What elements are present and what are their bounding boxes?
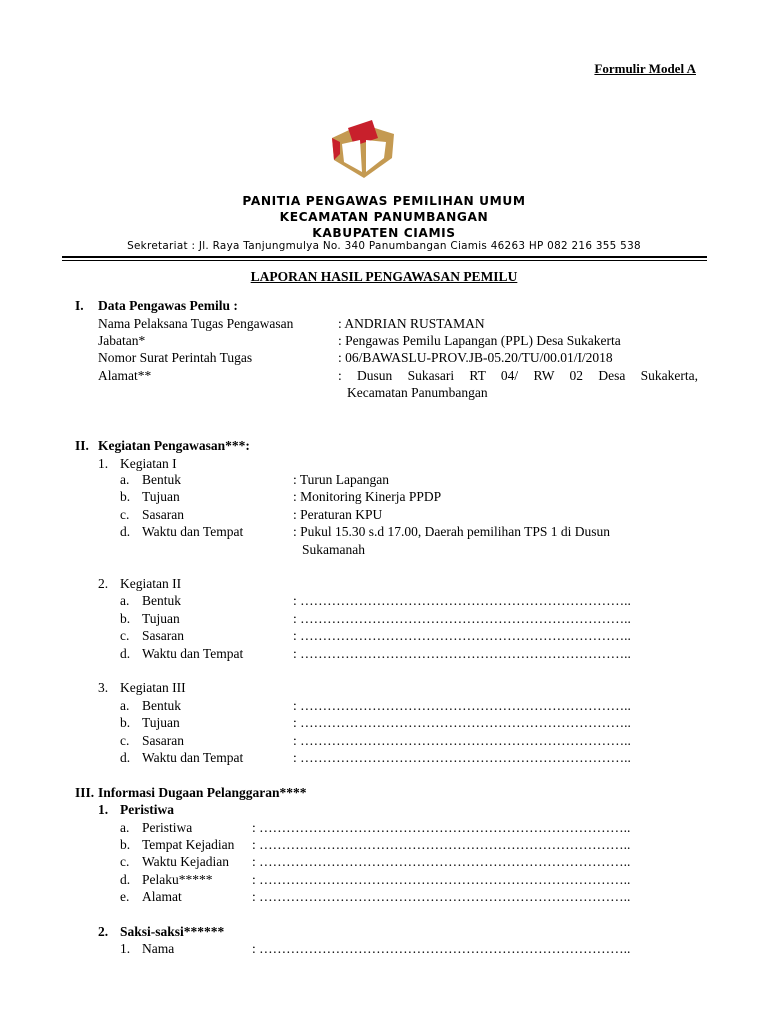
incident-item-letter: e. xyxy=(120,889,130,904)
section1-value-jabatan: : Pengawas Pemilu Lapangan (PPL) Desa Sukakerta xyxy=(338,333,621,348)
activity1-number: 1. xyxy=(98,456,109,471)
activity2-item-letter: d. xyxy=(120,646,131,661)
witness-item-label: Nama xyxy=(142,941,175,956)
activity2-number: 2. xyxy=(98,576,109,591)
activity3-item-value: : ……………………………………………………………….. xyxy=(293,733,631,748)
activity1-item-value: : Peraturan KPU xyxy=(293,507,383,522)
activity2-item-value: : ……………………………………………………………….. xyxy=(293,628,631,643)
header-line-2: KECAMATAN PANUMBANGAN xyxy=(279,210,489,224)
bawaslu-logo xyxy=(328,118,398,182)
section3-sub1-number: 1. xyxy=(98,802,109,817)
section3-number: III. xyxy=(75,785,95,800)
section2-title: Kegiatan Pengawasan***: xyxy=(98,438,250,453)
activity1-item-value-cont: Sukamanah xyxy=(302,542,365,557)
incident-item-letter: d. xyxy=(120,872,131,887)
activity3-title: Kegiatan III xyxy=(120,680,186,695)
activity2-item-label: Tujuan xyxy=(142,611,180,626)
activity1-item-label: Sasaran xyxy=(142,507,184,522)
activity2-title: Kegiatan II xyxy=(120,576,182,591)
activity1-item-letter: d. xyxy=(120,524,131,539)
activity2-item-letter: c. xyxy=(120,628,130,643)
activity2-item-value: : ……………………………………………………………….. xyxy=(293,611,631,626)
activity1-item-value: : Monitoring Kinerja PPDP xyxy=(293,489,442,504)
section3-title: Informasi Dugaan Pelanggaran**** xyxy=(98,785,307,800)
witness-item-number: 1. xyxy=(120,941,131,956)
activity1-item-label: Tujuan xyxy=(142,489,180,504)
incident-item-value: : ……………………………………………………………………….. xyxy=(252,872,631,887)
section1-value-nama: : ANDRIAN RUSTAMAN xyxy=(338,316,485,331)
activity3-item-letter: d. xyxy=(120,750,131,765)
activity2-item-label: Sasaran xyxy=(142,628,184,643)
incident-item-value: : ……………………………………………………………………….. xyxy=(252,854,631,869)
incident-item-label: Peristiwa xyxy=(142,820,193,835)
activity3-item-label: Bentuk xyxy=(142,698,181,713)
activity1-item-value: : Turun Lapangan xyxy=(293,472,389,487)
activity2-item-letter: a. xyxy=(120,593,130,608)
header-line-3: KABUPATEN CIAMIS xyxy=(312,226,456,240)
header-divider-thin xyxy=(62,260,707,261)
incident-item-letter: b. xyxy=(120,837,131,852)
section1-value-alamat-cont: Kecamatan Panumbangan xyxy=(347,385,488,400)
activity3-item-value: : ……………………………………………………………….. xyxy=(293,750,631,765)
form-model-label: Formulir Model A xyxy=(594,61,696,76)
activity1-title: Kegiatan I xyxy=(120,456,177,471)
incident-item-value: : ……………………………………………………………………….. xyxy=(252,889,631,904)
section1-label-jabatan: Jabatan* xyxy=(98,333,146,348)
incident-item-letter: a. xyxy=(120,820,130,835)
incident-item-value: : ……………………………………………………………………….. xyxy=(252,837,631,852)
activity1-item-label: Waktu dan Tempat xyxy=(142,524,244,539)
section3-sub2-title: Saksi-saksi****** xyxy=(120,924,225,939)
section1-value-nomor-surat: : 06/BAWASLU-PROV.JB-05.20/TU/00.01/I/2018 xyxy=(338,350,613,365)
activity2-item-label: Waktu dan Tempat xyxy=(142,646,244,661)
activity3-item-label: Sasaran xyxy=(142,733,184,748)
section1-label-nomor-surat: Nomor Surat Perintah Tugas xyxy=(98,350,253,365)
activity3-item-letter: c. xyxy=(120,733,130,748)
activity1-item-label: Bentuk xyxy=(142,472,181,487)
section1-number: I. xyxy=(75,298,84,313)
activity3-number: 3. xyxy=(98,680,109,695)
activity2-item-letter: b. xyxy=(120,611,131,626)
section1-label-alamat: Alamat** xyxy=(98,368,152,383)
activity1-item-value: : Pukul 15.30 s.d 17.00, Daerah pemilihan TPS 1 di Dusun xyxy=(293,524,610,539)
activity3-item-letter: b. xyxy=(120,715,131,730)
activity1-item-letter: a. xyxy=(120,472,130,487)
activity2-item-label: Bentuk xyxy=(142,593,181,608)
header-line-1: PANITIA PENGAWAS PEMILIHAN UMUM xyxy=(242,194,526,208)
section1-label-nama: Nama Pelaksana Tugas Pengawasan xyxy=(98,316,294,331)
incident-item-label: Tempat Kejadian xyxy=(142,837,235,852)
incident-item-label: Alamat xyxy=(142,889,182,904)
activity2-item-value: : ……………………………………………………………….. xyxy=(293,646,631,661)
activity3-item-letter: a. xyxy=(120,698,130,713)
witness-item-value: : ……………………………………………………………………….. xyxy=(252,941,631,956)
activity3-item-label: Waktu dan Tempat xyxy=(142,750,244,765)
section2-number: II. xyxy=(75,438,89,453)
activity2-item-value: : ……………………………………………………………….. xyxy=(293,593,631,608)
document-title: LAPORAN HASIL PENGAWASAN PEMILU xyxy=(250,269,518,284)
section3-sub2-number: 2. xyxy=(98,924,109,939)
incident-item-label: Waktu Kejadian xyxy=(142,854,230,869)
activity1-item-letter: b. xyxy=(120,489,131,504)
incident-item-value: : ……………………………………………………………………….. xyxy=(252,820,631,835)
section1-value-alamat: : Dusun Sukasari RT 04/ RW 02 Desa Sukakerta, xyxy=(338,368,698,383)
activity1-item-letter: c. xyxy=(120,507,130,522)
incident-item-letter: c. xyxy=(120,854,130,869)
activity3-item-label: Tujuan xyxy=(142,715,180,730)
activity3-item-value: : ……………………………………………………………….. xyxy=(293,715,631,730)
header-divider-thick xyxy=(62,256,707,258)
activity3-item-value: : ……………………………………………………………….. xyxy=(293,698,631,713)
section1-title: Data Pengawas Pemilu : xyxy=(98,298,238,313)
section3-sub1-title: Peristiwa xyxy=(120,802,174,817)
incident-item-label: Pelaku***** xyxy=(142,872,213,887)
header-address: Sekretariat : Jl. Raya Tanjungmulya No. 340 Panumbangan Ciamis 46263 HP 082 216 355 538 xyxy=(127,240,641,252)
